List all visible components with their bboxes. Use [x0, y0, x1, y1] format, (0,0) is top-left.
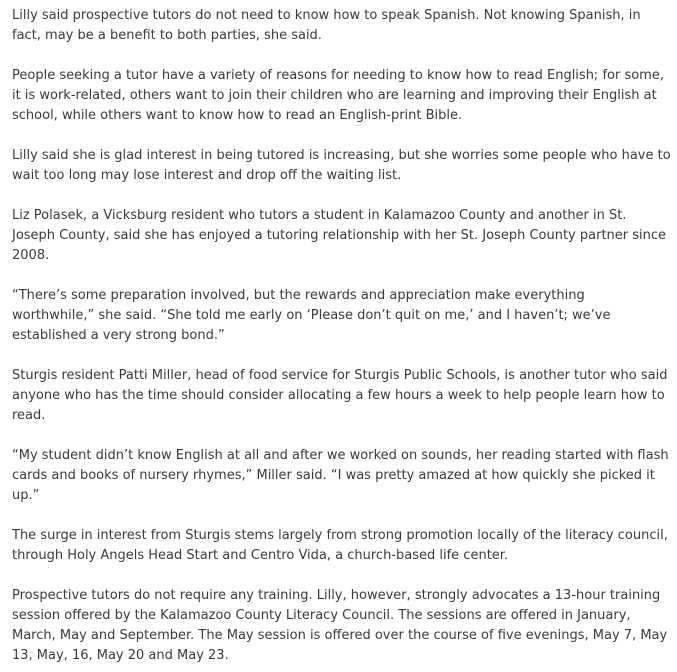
paragraph-training-sessions: Prospective tutors do not require any training. Lilly, however, strongly advocates a 13-hour training session offered by the Kalamazoo County Literacy Council. The sessions are offered in January, March, May and September. The May session is offered over the course of five evenings, May 7, May 13, May, 16, May 20 and May 23. — [12, 588, 668, 663]
paragraph-reasons-for-tutor: People seeking a tutor have a variety of reasons for needing to know how to read English; for some, it is work-related, others want to join their children who are learning and improving their English at school, while others want to know how to read an English-print Bible. — [12, 68, 664, 123]
paragraph-patti-miller: Sturgis resident Patti Miller, head of food service for Sturgis Public Schools, is another tutor who said anyone who has the time should consider allocating a few hours a week to help people learn how to read. — [12, 368, 668, 423]
paragraph-waiting-list: Lilly said she is glad interest in being tutored is increasing, but she worries some people who have to wait too long may lose interest and drop off the waiting list. — [12, 148, 671, 183]
paragraph-miller-quote: “My student didn’t know English at all and after we worked on sounds, her reading started with flash cards and books of nursery rhymes,” Miller said. “I was pretty amazed at how quickly she picked it up.” — [12, 448, 669, 503]
paragraph-sturgis-interest: The surge in interest from Sturgis stems largely from strong promotion locally of the literacy council, through Holy Angels Head Start and Centro Vida, a church-based life center. — [12, 528, 668, 563]
paragraph-spanish-not-required: Lilly said prospective tutors do not need to know how to speak Spanish. Not knowing Spanish, in fact, may be a benefit to both parties, she said. — [12, 8, 641, 43]
paragraph-polasek-quote: “There’s some preparation involved, but the rewards and appreciation make everything worthwhile,” she said. “She told me early on ‘Please don’t quit on me,’ and I haven’t; we’ve established a very strong bond.” — [12, 288, 611, 343]
paragraph-liz-polasek: Liz Polasek, a Vicksburg resident who tutors a student in Kalamazoo County and another in St. Joseph County, said she has enjoyed a tutoring relationship with her St. Joseph County partner since 2008. — [12, 208, 667, 263]
